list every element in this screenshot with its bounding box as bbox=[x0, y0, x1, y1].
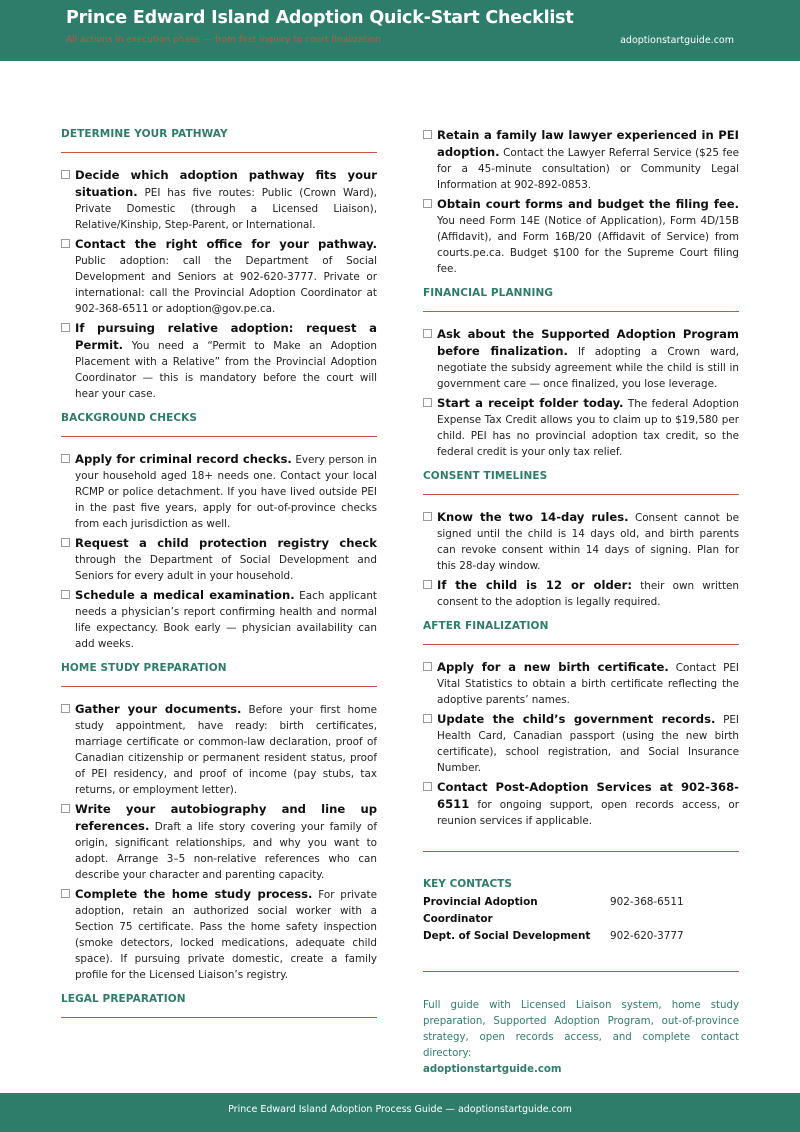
contact-row bbox=[423, 894, 739, 928]
checklist-item bbox=[61, 236, 377, 317]
checkbox[interactable] bbox=[423, 580, 432, 589]
checklist-item bbox=[61, 886, 377, 983]
item-lead: Request a child protection registry check bbox=[75, 536, 377, 550]
item-lead: Start a receipt folder today. bbox=[437, 396, 624, 410]
item-body: Contact the Lawyer Referral Service ($25 fee for a 45-minute consultation) or Community Legal Information at 902-892-0853. bbox=[437, 147, 739, 191]
contact-phone: 902-620-3777 bbox=[610, 930, 684, 942]
item-lead: Contact the right office for your pathway. bbox=[75, 237, 377, 251]
item-body: PEI Health Card, Canadian passport (using the new birth certificate), school registration, and Social Insurance Number. bbox=[437, 714, 739, 774]
promo-text: Full guide with Licensed Liaison system, home study preparation, Supported Adoption Program, out-of-province strategy, open records access, and complete contact directory: bbox=[423, 1000, 739, 1059]
footer-text: Prince Edward Island Adoption Process Guide — adoptionstartguide.com bbox=[228, 1104, 572, 1115]
checkbox[interactable] bbox=[61, 239, 70, 248]
item-body: Consent cannot be signed until the child is 14 days old, and birth parents can revoke consent within 14 days of signing. Plan for this 28-day window. bbox=[437, 512, 739, 572]
item-body: You need Form 14E (Notice of Application), Form 4D/15B (Affidavit), and Form 16B/20 (Affidavit of Service) from courts.pe.ca. Budget $100 for the Supreme Court filing fee. bbox=[437, 215, 739, 275]
header-url: adoptionstartguide.com bbox=[620, 35, 734, 46]
checkbox[interactable] bbox=[423, 130, 432, 139]
section-heading: DETERMINE YOUR PATHWAY bbox=[61, 128, 377, 153]
item-body: For private adoption, retain an authorized social worker with a Section 75 certificate. Pass the home safety inspection (smoke detectors, locked medications, adequate child space). If pursuing private domestic, create a family profile for the Licensed Liaison’s registry. bbox=[75, 889, 377, 981]
checkbox[interactable] bbox=[61, 889, 70, 898]
item-lead: If pursuing relative adoption: request a Permit. bbox=[75, 321, 377, 352]
section-heading: LEGAL PREPARATION bbox=[61, 993, 377, 1018]
checkbox[interactable] bbox=[61, 170, 70, 179]
item-body: Every person in your household aged 18+ needs one. Contact your local RCMP or police detachment. If you have lived outside PEI in the past five years, apply for out-of-province checks from each jurisdiction as well. bbox=[75, 454, 377, 530]
item-lead: Ask about the Supported Adoption Program before finalization. bbox=[437, 327, 739, 358]
checkbox[interactable] bbox=[423, 398, 432, 407]
checklist-item bbox=[423, 577, 739, 610]
promo-link[interactable]: adoptionstartguide.com bbox=[423, 1064, 562, 1075]
item-body: through the Department of Social Development and Seniors for every adult in your household. bbox=[75, 554, 377, 582]
contact-name: Provincial Adoption Coordinator bbox=[423, 896, 538, 925]
item-body: Public adoption: call the Department of Social Development and Seniors at 902-620-3777. Private or international: call the Provincial Adoption Coordinator at 902-368-6511 or adoption@gov.pe.ca. bbox=[75, 255, 377, 315]
checklist-item bbox=[61, 587, 377, 652]
checkbox[interactable] bbox=[61, 454, 70, 463]
item-body: Draft a life story covering your family of origin, significant relationships, and why you want to adopt. Arrange 3–5 non-relative references who can describe your character and parenting capacity. bbox=[75, 821, 377, 881]
checklist-item bbox=[423, 395, 739, 460]
page-footer bbox=[0, 1093, 800, 1132]
contact-row bbox=[423, 928, 739, 945]
checklist-item bbox=[423, 711, 739, 776]
item-body: Contact PEI Vital Statistics to obtain a birth certificate reflecting the adoptive parents’ names. bbox=[437, 662, 739, 706]
checkbox[interactable] bbox=[423, 714, 432, 723]
page-header bbox=[0, 0, 800, 61]
checklist-item bbox=[423, 509, 739, 574]
item-lead: Apply for criminal record checks. bbox=[75, 452, 292, 466]
page-subtitle: All actions in execution phase — from first inquiry to court finalization bbox=[66, 35, 381, 45]
checklist-item bbox=[423, 127, 739, 193]
divider bbox=[423, 851, 739, 852]
section-heading: HOME STUDY PREPARATION bbox=[61, 662, 377, 687]
divider bbox=[423, 971, 739, 972]
checklist-item bbox=[61, 801, 377, 883]
section-heading: BACKGROUND CHECKS bbox=[61, 412, 377, 437]
promo-block bbox=[423, 998, 739, 1078]
item-lead: Gather your documents. bbox=[75, 702, 242, 716]
item-lead: Know the two 14-day rules. bbox=[437, 510, 629, 524]
checkbox[interactable] bbox=[61, 323, 70, 332]
item-body: You need a “Permit to Make an Adoption Placement with a Relative” from the Provincial Adoption Coordinator — this is mandatory before the court will hear your case. bbox=[75, 340, 377, 400]
checkbox[interactable] bbox=[423, 199, 432, 208]
item-lead: Schedule a medical examination. bbox=[75, 588, 295, 602]
checkbox[interactable] bbox=[423, 512, 432, 521]
item-lead: Apply for a new birth certificate. bbox=[437, 660, 669, 674]
item-body: PEI has five routes: Public (Crown Ward), Private Domestic (through a Licensed Liaison), Relative/Kinship, Step-Parent, or International. bbox=[75, 187, 377, 231]
section-heading: CONSENT TIMELINES bbox=[423, 470, 739, 495]
checklist-item bbox=[423, 779, 739, 829]
item-body: their own written consent to the adoption is legally required. bbox=[437, 580, 739, 608]
checklist-item bbox=[61, 701, 377, 798]
checklist-item bbox=[61, 451, 377, 532]
item-lead: Contact Post-Adoption Services at 902-368-6511 bbox=[437, 780, 739, 811]
checkbox[interactable] bbox=[61, 804, 70, 813]
item-lead: Retain a family law lawyer experienced in PEI adoption. bbox=[437, 128, 739, 159]
item-body: If adopting a Crown ward, negotiate the subsidy agreement while the child is still in government care — once finalized, you lose leverage. bbox=[437, 346, 739, 390]
checklist-item bbox=[61, 167, 377, 233]
checkbox[interactable] bbox=[423, 329, 432, 338]
item-lead: Update the child’s government records. bbox=[437, 712, 716, 726]
key-contacts-heading: KEY CONTACTS bbox=[423, 878, 512, 890]
section-heading: AFTER FINALIZATION bbox=[423, 620, 739, 645]
item-lead: Complete the home study process. bbox=[75, 887, 313, 901]
checklist-item bbox=[61, 535, 377, 584]
item-lead: Obtain court forms and budget the filing fee. bbox=[437, 197, 739, 211]
item-body: The federal Adoption Expense Tax Credit allows you to claim up to $19,580 per child. PEI has no provincial adoption tax credit, so the federal credit is your only tax relief. bbox=[437, 398, 739, 458]
checkbox[interactable] bbox=[61, 590, 70, 599]
checkbox[interactable] bbox=[423, 662, 432, 671]
checklist-item bbox=[423, 659, 739, 708]
page-title: Prince Edward Island Adoption Quick-Start Checklist bbox=[66, 8, 574, 28]
checklist-item bbox=[423, 326, 739, 392]
key-contacts bbox=[423, 878, 739, 945]
right-column-sections bbox=[423, 127, 739, 829]
checkbox[interactable] bbox=[423, 782, 432, 791]
contact-phone: 902-368-6511 bbox=[610, 896, 684, 908]
item-lead: Write your autobiography and line up references. bbox=[75, 802, 377, 833]
item-lead: Decide which adoption pathway fits your situation. bbox=[75, 168, 377, 199]
contact-name: Dept. of Social Development bbox=[423, 930, 591, 942]
section-heading: FINANCIAL PLANNING bbox=[423, 287, 739, 312]
item-lead: If the child is 12 or older: bbox=[437, 578, 633, 592]
item-body: for ongoing support, open records access, or reunion services if applicable. bbox=[437, 799, 739, 827]
left-column bbox=[61, 128, 377, 1032]
item-body: Before your first home study appointment, have ready: birth certificates, marriage certificate or common-law declaration, proof of Canadian citizenship or permanent resident status, proof of PEI residency, and proof of income (pay stubs, tax returns, or employment letter). bbox=[75, 704, 377, 796]
checklist-item bbox=[61, 320, 377, 402]
right-column bbox=[423, 127, 739, 1078]
item-body: Each applicant needs a physician’s report confirming health and normal life expectancy. Book early — physician availability can add weeks. bbox=[75, 590, 377, 650]
checkbox[interactable] bbox=[61, 538, 70, 547]
checklist-item bbox=[423, 196, 739, 277]
checkbox[interactable] bbox=[61, 704, 70, 713]
